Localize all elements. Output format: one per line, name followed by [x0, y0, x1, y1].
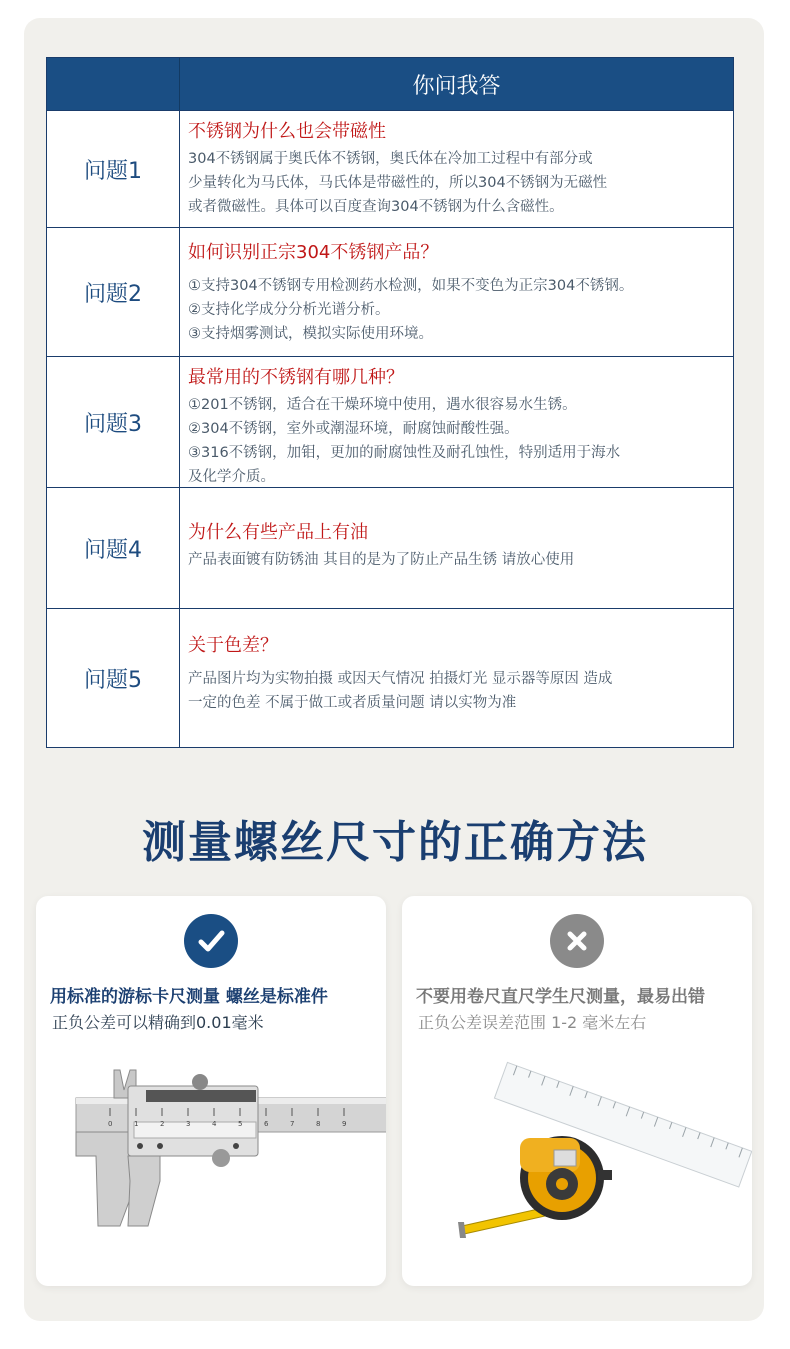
x-icon	[550, 914, 604, 968]
caliper-scale-number: 5	[238, 1120, 243, 1128]
faq-answer-line: 产品表面镀有防锈油 其目的是为了防止产品生锈 请放心使用	[188, 552, 575, 568]
faq-row	[47, 488, 733, 609]
caliper-scale-number: 0	[108, 1120, 113, 1128]
faq-header	[47, 58, 733, 111]
faq-row	[47, 609, 733, 747]
faq-question-heading: 不锈钢为什么也会带磁性	[188, 121, 386, 142]
correct-method-title: 用标准的游标卡尺测量 螺丝是标准件	[50, 987, 328, 1007]
faq-answer	[180, 609, 733, 747]
caliper-scale-number: 6	[264, 1120, 269, 1128]
section-title: 测量螺丝尺寸的正确方法	[142, 817, 648, 868]
faq-answer-line: 一定的色差 不属于做工或者质量问题 请以实物为准	[188, 695, 517, 711]
faq-row	[47, 228, 733, 357]
faq-answer-line: 及化学介质。	[188, 469, 275, 485]
faq-question-heading: 如何识别正宗304不锈钢产品？	[188, 242, 439, 263]
caliper-scale-number: 3	[186, 1120, 191, 1128]
faq-question-heading: 为什么有些产品上有油	[188, 522, 368, 543]
faq-answer-line: 304不锈钢属于奥氏体不锈钢，奥氏体在冷加工过程中有部分或	[188, 151, 593, 167]
faq-answer-line: ①201不锈钢，适合在干燥环境中使用，遇水很容易水生锈。	[188, 397, 577, 413]
caliper-scale-number: 9	[342, 1120, 347, 1128]
faq-answer-line: 产品图片均为实物拍摄 或因天气情况 拍摄灯光 显示器等原因 造成	[188, 671, 613, 687]
faq-answer	[180, 111, 733, 227]
faq-question-label: 问题1	[47, 111, 180, 227]
faq-row	[47, 111, 733, 228]
faq-answer-line: 少量转化为马氏体，马氏体是带磁性的，所以304不锈钢为无磁性	[188, 175, 608, 191]
faq-question-heading: 关于色差？	[188, 635, 278, 656]
tape-ruler-image	[402, 1046, 752, 1286]
faq-question-label: 问题3	[47, 357, 180, 487]
faq-answer	[180, 488, 733, 608]
caliper-scale-number: 1	[134, 1120, 139, 1128]
faq-question-label: 问题5	[47, 609, 180, 747]
faq-row	[47, 357, 733, 488]
caliper-scale-number: 7	[290, 1120, 295, 1128]
faq-answer-line: ③支持烟雾测试，模拟实际使用环境。	[188, 326, 433, 342]
faq-answer-line: ②304不锈钢，室外或潮湿环境，耐腐蚀耐酸性强。	[188, 421, 519, 437]
correct-method-subtitle: 正负公差可以精确到0.01毫米	[52, 1013, 264, 1032]
faq-table	[46, 57, 734, 748]
correct-method-card	[36, 896, 386, 1286]
caliper-scale-number: 8	[316, 1120, 321, 1128]
wrong-method-subtitle: 正负公差误差范围 1-2 毫米左右	[418, 1013, 647, 1032]
faq-title: 你问我答	[180, 58, 733, 110]
faq-question-label: 问题4	[47, 488, 180, 608]
wrong-method-card	[402, 896, 752, 1286]
faq-answer	[180, 228, 733, 356]
caliper-image	[36, 1046, 386, 1286]
faq-answer-line: ③316不锈钢，加钼，更加的耐腐蚀性及耐孔蚀性，特别适用于海水	[188, 445, 621, 461]
faq-question-heading: 最常用的不锈钢有哪几种？	[188, 367, 404, 388]
faq-answer-line: ①支持304不锈钢专用检测药水检测，如果不变色为正宗304不锈钢。	[188, 278, 634, 294]
faq-question-label: 问题2	[47, 228, 180, 356]
faq-answer	[180, 357, 733, 487]
faq-answer-line: ②支持化学成分分析光谱分析。	[188, 302, 390, 318]
check-icon	[184, 914, 238, 968]
caliper-scale-number: 2	[160, 1120, 165, 1128]
faq-answer-line: 或者微磁性。具体可以百度查询304不锈钢为什么含磁性。	[188, 199, 564, 215]
wrong-method-title: 不要用卷尺直尺学生尺测量，最易出错	[416, 987, 705, 1007]
caliper-scale-number: 4	[212, 1120, 217, 1128]
faq-header-corner	[47, 58, 180, 110]
